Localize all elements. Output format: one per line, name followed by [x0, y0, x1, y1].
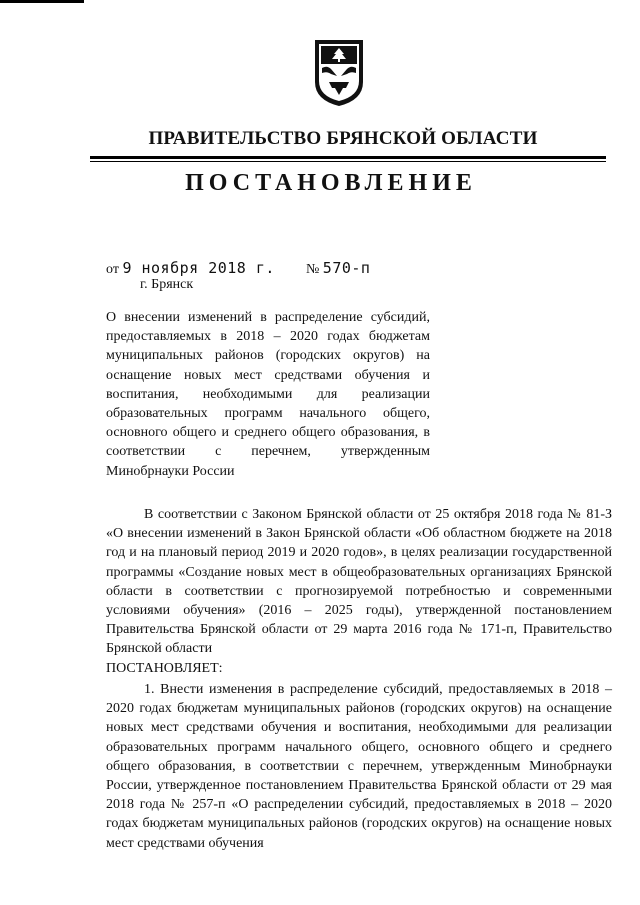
preamble-text: В соответствии с Законом Брянской области от 25 октября 2018 года № 81-З «О внесении изменений в Закон Брянской области «Об областном бюджете на 2018 год и на плановый период 2019 и 2020 годов», в целях реализации государственной программы «Создание новых мест в общеобразовательных организациях Брянской области в соответствии с прогнозируемой потребностью и современными условиями обучения» (2016 – 2025 годы), утвержденной постановлением Правительства Брянской области от 29 марта 2016 года № 171-п, Правительство Брянской области [106, 507, 612, 657]
header-rule-thick [90, 156, 606, 159]
document-number: 570-п [322, 259, 371, 277]
coat-of-arms-icon [313, 38, 365, 108]
document-subject: О внесении изменений в распределение субсидий, предоставляемых в 2018 – 2020 годах бюджетам муниципальных районов (городских округов) на оснащение новых мест средствами обучения и воспитания, необходимыми для реализации образовательных программ начального общего, основного общего и среднего общего образования, в соответствии с перечнем, утвержденным Минобрнауки России [106, 310, 430, 479]
header-rule-thin [90, 161, 606, 162]
organization-name: ПРАВИТЕЛЬСТВО БРЯНСКОЙ ОБЛАСТИ [148, 128, 538, 149]
document-date: 9 ноября 2018 г. [122, 259, 275, 277]
document-city: г. Брянск [140, 277, 194, 292]
item-1-paragraph: 1. Внести изменения в распределение субсидий, предоставляемых в 2018 – 2020 годах бюджетам муниципальных районов (городских округов) на оснащение новых мест средствами обучения и воспитания, необходимыми для реализации образовательных программ начального общего, основного общего и среднего общего образования, в соответствии с перечнем, утвержденным Минобрнауки России, утвержденное постановлением Правительства Брянской области от 29 мая 2018 года № 257-п «О распределении субсидий, предоставляемых в 2018 – 2020 годах бюджетам муниципальных районов (городских округов) на оснащение новых мест средствами обучения [106, 682, 612, 851]
document-type-title: ПОСТАНОВЛЕНИЕ [185, 170, 477, 196]
number-sign: № [305, 262, 320, 277]
preamble-paragraph [106, 505, 612, 678]
date-prefix: от [106, 262, 119, 277]
page-corner-mark [0, 0, 84, 8]
date-number-line [106, 259, 370, 278]
decree-word: ПОСТАНОВЛЯЕТ: [106, 660, 223, 676]
